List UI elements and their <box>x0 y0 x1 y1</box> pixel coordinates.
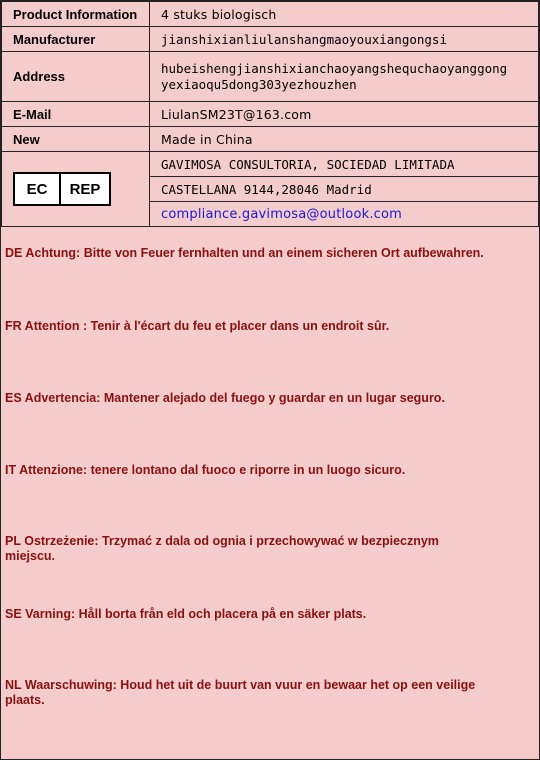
warning-nl: NL Waarschuwing: Houd het uit de buurt van vuur en bewaar het op een veilige plaats. <box>5 678 476 707</box>
table-row <box>2 152 539 177</box>
table-row <box>2 52 539 102</box>
table-row <box>2 102 539 127</box>
ec-badge-text: EC <box>15 174 61 204</box>
label-email: E-Mail <box>2 102 150 127</box>
warning-it: IT Attenzione: tenere lontano dal fuoco e riporre in un luogo sicuro. <box>5 463 406 477</box>
value-email: LiulanSM23T@163.com <box>150 102 539 127</box>
table-row <box>2 2 539 27</box>
ec-rep-company: GAVIMOSA CONSULTORIA, SOCIEDAD LIMITADA <box>150 152 539 177</box>
table-row <box>2 127 539 152</box>
product-info-table <box>1 1 539 227</box>
value-address: hubeishengjianshixianchaoyangshequchaoyanggong yexiaoqu5dong303yezhouzhen <box>150 52 539 102</box>
value-product-information: 4 stuks biologisch <box>150 2 539 27</box>
value-new: Made in China <box>150 127 539 152</box>
ec-rep-badge <box>13 172 111 206</box>
table-row <box>2 27 539 52</box>
ec-rep-cell <box>2 152 150 227</box>
warning-de: DE Achtung: Bitte von Feuer fernhalten und an einem sicheren Ort aufbewahren. <box>5 246 484 260</box>
ec-rep-address: CASTELLANA 9144,28046 Madrid <box>150 177 539 202</box>
label-address: Address <box>2 52 150 102</box>
value-manufacturer: jianshixianliulanshangmaoyouxiangongsi <box>150 27 539 52</box>
warning-es: ES Advertencia: Mantener alejado del fuego y guardar en un lugar seguro. <box>5 391 445 405</box>
warning-se: SE Varning: Håll borta från eld och placera på en säker plats. <box>5 607 367 621</box>
label-product-information: Product Information <box>2 2 150 27</box>
label-manufacturer: Manufacturer <box>2 27 150 52</box>
warning-pl: PL Ostrzeżenie: Trzymać z dala od ognia i przechowywać w bezpiecznym miejscu. <box>5 534 439 563</box>
warning-fr: FR Attention : Tenir à l'écart du feu et placer dans un endroit sûr. <box>5 319 390 333</box>
label-new: New <box>2 127 150 152</box>
ec-rep-email-link[interactable]: compliance.gavimosa@outlook.com <box>150 202 539 227</box>
rep-badge-text: REP <box>69 180 101 198</box>
